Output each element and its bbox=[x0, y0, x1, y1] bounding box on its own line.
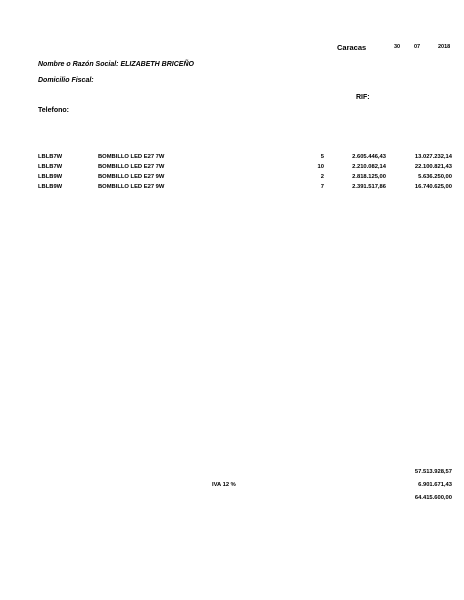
item-total: 13.027.232,14 bbox=[414, 154, 452, 160]
item-description: BOMBILLO LED E27 9W bbox=[98, 174, 165, 180]
iva-amount: 6.901.671,43 bbox=[418, 482, 452, 488]
item-total: 22.100.821,43 bbox=[414, 164, 452, 170]
city: Caracas bbox=[337, 43, 367, 52]
item-description: BOMBILLO LED E27 7W bbox=[98, 154, 165, 160]
date-day: 30 bbox=[394, 44, 401, 50]
phone-label: Telefono: bbox=[38, 107, 69, 114]
table-row bbox=[0, 184, 464, 194]
date-month: 07 bbox=[414, 44, 421, 50]
table-row bbox=[0, 174, 464, 184]
item-total: 16.740.625,00 bbox=[414, 184, 452, 190]
date-year: 2018 bbox=[438, 44, 451, 50]
item-unit-price: 2.605.446,43 bbox=[352, 154, 386, 160]
line-items-table bbox=[0, 154, 464, 194]
item-quantity: 7 bbox=[320, 184, 324, 190]
item-code: LBLB9W bbox=[38, 174, 63, 180]
subtotal-amount: 57.513.928,57 bbox=[414, 469, 452, 475]
item-code: LBLB7W bbox=[38, 154, 63, 160]
customer-name-line: Nombre o Razón Social: ELIZABETH BRICEÑO bbox=[38, 61, 194, 68]
item-description: BOMBILLO LED E27 7W bbox=[98, 164, 165, 170]
item-unit-price: 2.210.082,14 bbox=[352, 164, 386, 170]
item-quantity: 10 bbox=[317, 164, 324, 170]
item-code: LBLB7W bbox=[38, 164, 63, 170]
grand-total-amount: 64.415.600,00 bbox=[414, 495, 452, 501]
item-code: LBLB9W bbox=[38, 184, 63, 190]
rif-label: RIF: bbox=[356, 94, 370, 101]
item-unit-price: 2.391.517,86 bbox=[352, 184, 386, 190]
fiscal-address-label: Domicilio Fiscal: bbox=[38, 77, 94, 84]
table-row bbox=[0, 164, 464, 174]
item-quantity: 2 bbox=[320, 174, 324, 180]
item-quantity: 5 bbox=[320, 154, 324, 160]
table-row bbox=[0, 154, 464, 164]
item-total: 5.636.250,00 bbox=[418, 174, 452, 180]
item-description: BOMBILLO LED E27 9W bbox=[98, 184, 165, 190]
item-unit-price: 2.818.125,00 bbox=[352, 174, 386, 180]
iva-label: IVA 12 % bbox=[212, 482, 236, 488]
